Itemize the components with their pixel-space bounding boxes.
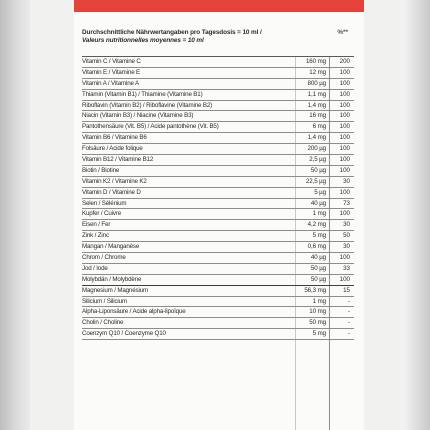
nutrient-amount: 56,3 mg <box>304 286 326 294</box>
nutrient-name: Cholin / Choline <box>82 319 124 327</box>
right-edge-shadow <box>406 0 430 430</box>
nutrient-percent: 50 <box>343 232 350 240</box>
nutrient-amount: 4,2 mg <box>307 221 326 229</box>
nutrient-amount: 10 mg <box>309 308 326 316</box>
nutrient-name: Chrom / Chrome <box>82 254 126 262</box>
nutrient-amount: 50 µg <box>310 264 326 272</box>
nutrient-amount: 16 mg <box>309 112 326 120</box>
nutrient-percent: 100 <box>339 275 350 283</box>
table-row <box>82 177 354 188</box>
table-row <box>82 242 354 253</box>
table-row <box>82 188 354 199</box>
nutrient-percent: - <box>347 297 350 305</box>
nutrient-amount: 1,4 mg <box>307 134 326 142</box>
nutrient-percent: 100 <box>339 188 350 196</box>
red-top-band <box>74 0 364 12</box>
nutrient-name: Molybdän / Molybdène <box>82 275 142 283</box>
table-row <box>82 101 354 112</box>
nutrient-percent: 100 <box>339 68 350 76</box>
table-row <box>82 57 354 68</box>
nutrient-percent: 100 <box>339 145 350 153</box>
nutrient-name: Alpha-Liponsäure / Acide alpha-lipoïque <box>82 308 186 316</box>
nutrient-name: Vitamin A / Vitamine A <box>82 79 140 87</box>
nutrient-amount: 40 µg <box>310 254 326 262</box>
nutrient-amount: 40 µg <box>310 199 326 207</box>
nutrient-amount: 0,6 mg <box>307 243 326 251</box>
nutrient-percent: 100 <box>339 254 350 262</box>
nutrient-percent: 100 <box>339 101 350 109</box>
nutrient-percent: 100 <box>339 90 350 98</box>
nutrient-percent: - <box>347 308 350 316</box>
nutrient-name: Mangan / Manganèse <box>82 243 140 251</box>
nutrient-name: Silicium / Silicium <box>82 297 127 305</box>
nutrient-name: Vitamin C / Vitamine C <box>82 58 141 65</box>
table-row <box>82 307 354 318</box>
nutrient-name: Vitamin K2 / Vitamine K2 <box>82 177 147 185</box>
nutrient-name: Niacin (Vitamin B3) / Niacine (Vitamine B3) <box>82 112 194 120</box>
table-row <box>82 133 354 144</box>
percent-header: %** <box>337 29 348 36</box>
nutrient-name: Folsäure / Acide folique <box>82 145 143 153</box>
nutrient-name: Pantothensäure (Vit. B5) / Acide pantothène (Vit. B5) <box>82 123 219 131</box>
nutrient-name: Coenzym Q10 / Coenzyme Q10 <box>82 330 166 338</box>
nutrient-name: Biotin / Biotine <box>82 166 120 174</box>
nutrient-percent: 15 <box>343 286 350 294</box>
left-edge-shadow <box>0 0 30 430</box>
nutrient-percent: 100 <box>339 156 350 164</box>
nutrient-amount: 200 µg <box>307 145 326 153</box>
table-row <box>82 253 354 264</box>
table-row <box>82 275 354 286</box>
nutrient-percent: 100 <box>339 134 350 142</box>
nutrient-amount: 5 mg <box>312 330 326 338</box>
nutrient-name: Kupfer / Cuivre <box>82 210 122 218</box>
table-row <box>82 79 354 90</box>
nutrient-name: Zink / Zinc <box>82 232 109 240</box>
table-row <box>82 90 354 101</box>
nutrient-amount: 6 mg <box>312 123 326 131</box>
table-header <box>82 29 354 45</box>
table-row <box>82 166 354 177</box>
nutrient-amount: 5 mg <box>312 232 326 240</box>
nutrient-percent: 30 <box>343 243 350 251</box>
table-row <box>82 318 354 329</box>
nutrient-percent: - <box>347 319 350 327</box>
nutrient-percent: 73 <box>343 199 350 207</box>
nutrient-percent: 100 <box>339 79 350 87</box>
nutrient-name: Thiamin (Vitamin B1) / Thiamine (Vitamine B1) <box>82 90 203 98</box>
nutrient-name: Vitamin B6 / Vitamine B6 <box>82 134 147 142</box>
nutrient-amount: 800 µg <box>307 79 326 87</box>
nutrient-percent: 100 <box>339 210 350 218</box>
nutrient-amount: 50 µg <box>310 166 326 174</box>
table-row <box>82 297 354 308</box>
nutrient-percent: 100 <box>339 166 350 174</box>
nutrient-amount: 1 mg <box>312 297 326 305</box>
nutrient-percent: 100 <box>339 112 350 120</box>
table-row <box>82 68 354 79</box>
nutrient-name: Jod / Iode <box>82 264 108 272</box>
nutrient-amount: 2,5 µg <box>309 156 326 164</box>
table-row <box>82 144 354 155</box>
nutrient-amount: 5 µg <box>314 188 326 196</box>
header-german: Durchschnittliche Nährwertangaben pro Tagesdosis = 10 ml / <box>82 29 262 36</box>
nutrient-percent: 33 <box>343 264 350 272</box>
nutrient-percent: 200 <box>339 58 350 65</box>
nutrient-amount: 160 mg <box>305 58 326 65</box>
nutrient-percent: - <box>347 330 350 338</box>
nutrient-name: Selen / Sélénium <box>82 199 127 207</box>
nutrient-amount: 50 mg <box>309 319 326 327</box>
nutrient-amount: 1,1 mg <box>307 90 326 98</box>
nutrient-name: Vitamin E / Vitamine E <box>82 68 141 76</box>
nutrient-name: Magnesium / Magnésium <box>82 286 148 294</box>
nutrient-name: Vitamin B12 / Vitamine B12 <box>82 156 154 164</box>
nutrient-name: Eisen / Fer <box>82 221 111 229</box>
table-row <box>82 231 354 242</box>
table-row <box>82 264 354 275</box>
table-row <box>82 155 354 166</box>
nutrient-amount: 50 µg <box>310 275 326 283</box>
table-row <box>82 111 354 122</box>
nutrient-amount: 22,5 µg <box>305 177 326 185</box>
table-row <box>82 122 354 133</box>
nutrient-name: Vitamin D / Vitamine D <box>82 188 141 196</box>
header-french: Valeurs nutritionnelles moyennes = 10 ml <box>82 37 204 44</box>
nutrition-table <box>82 56 354 340</box>
nutrient-percent: 100 <box>339 123 350 131</box>
table-row <box>82 199 354 210</box>
nutrient-percent: 30 <box>343 177 350 185</box>
table-row <box>82 286 354 297</box>
nutrient-amount: 1 mg <box>312 210 326 218</box>
table-row <box>82 220 354 231</box>
nutrient-percent: 30 <box>343 221 350 229</box>
table-row <box>82 329 354 340</box>
nutrient-name: Riboflavin (Vitamin B2) / Riboflavine (Vitamine B2) <box>82 101 213 109</box>
nutrient-amount: 1,4 mg <box>307 101 326 109</box>
nutrient-amount: 12 mg <box>309 68 326 76</box>
table-row <box>82 209 354 220</box>
